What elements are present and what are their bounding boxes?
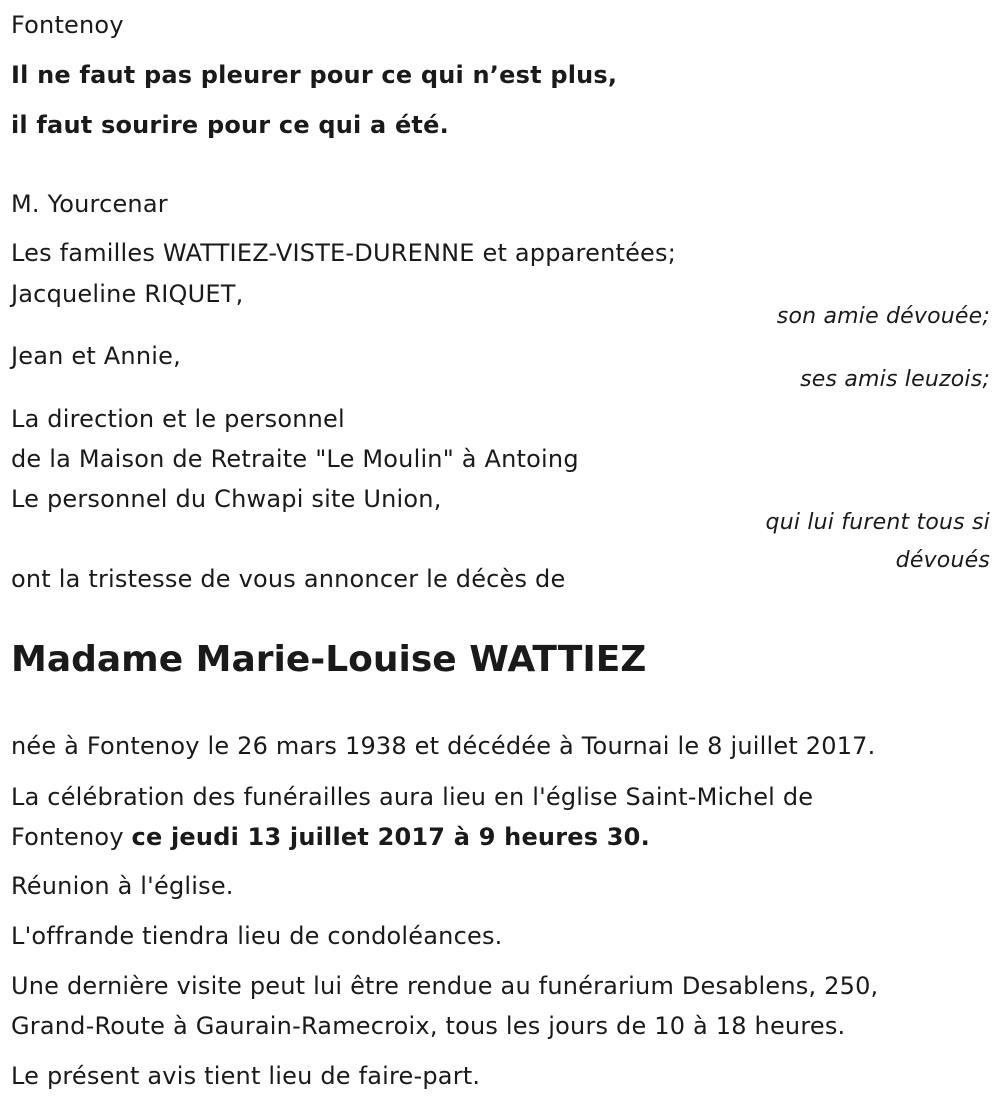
- mourner-jean-annie-role: ses amis leuzois;: [800, 367, 990, 392]
- mourner-jacqueline: Jacqueline RIQUET,: [11, 280, 244, 308]
- mourner-jean-annie: Jean et Annie,: [11, 342, 181, 370]
- announcement-line: ont la tristesse de vous annoncer le décès de: [11, 565, 566, 593]
- mourner-jacqueline-role: son amie dévouée;: [776, 304, 990, 329]
- staff-role-line-2: dévoués: [895, 548, 990, 573]
- funeral-line-1: La célébration des funérailles aura lieu en l'église Saint-Michel de: [11, 783, 814, 811]
- funeral-place: Fontenoy: [11, 823, 132, 851]
- mourner-direction-line-1: La direction et le personnel: [11, 405, 345, 433]
- visit-line-2: Grand-Route à Gaurain-Ramecroix, tous les jours de 10 à 18 heures.: [11, 1012, 846, 1040]
- mourner-direction-line-2: de la Maison de Retraite "Le Moulin" à Antoing: [11, 445, 579, 473]
- funeral-line-2: [11, 822, 650, 852]
- town-name: Fontenoy: [11, 11, 124, 39]
- birth-death-line: née à Fontenoy le 26 mars 1938 et décédée à Tournai le 8 juillet 2017.: [11, 732, 876, 760]
- notice-line: Le présent avis tient lieu de faire-part.: [11, 1062, 481, 1090]
- quote-line-1: Il ne faut pas pleurer pour ce qui n’est plus,: [11, 61, 618, 89]
- meeting-line: Réunion à l'église.: [11, 872, 234, 900]
- quote-author: M. Yourcenar: [11, 190, 168, 218]
- mourner-chwapi: Le personnel du Chwapi site Union,: [11, 485, 442, 513]
- staff-role-line-1: qui lui furent tous si: [765, 510, 990, 535]
- funeral-date-time: ce jeudi 13 juillet 2017 à 9 heures 30.: [131, 823, 650, 851]
- offering-line: L'offrande tiendra lieu de condoléances.: [11, 922, 503, 950]
- deceased-name: Madame Marie-Louise WATTIEZ: [11, 639, 647, 680]
- visit-line-1: Une dernière visite peut lui être rendue au funérarium Desablens, 250,: [11, 972, 879, 1000]
- quote-line-2: il faut sourire pour ce qui a été.: [11, 111, 449, 139]
- families-line: Les familles WATTIEZ-VISTE-DURENNE et apparentées;: [11, 239, 677, 267]
